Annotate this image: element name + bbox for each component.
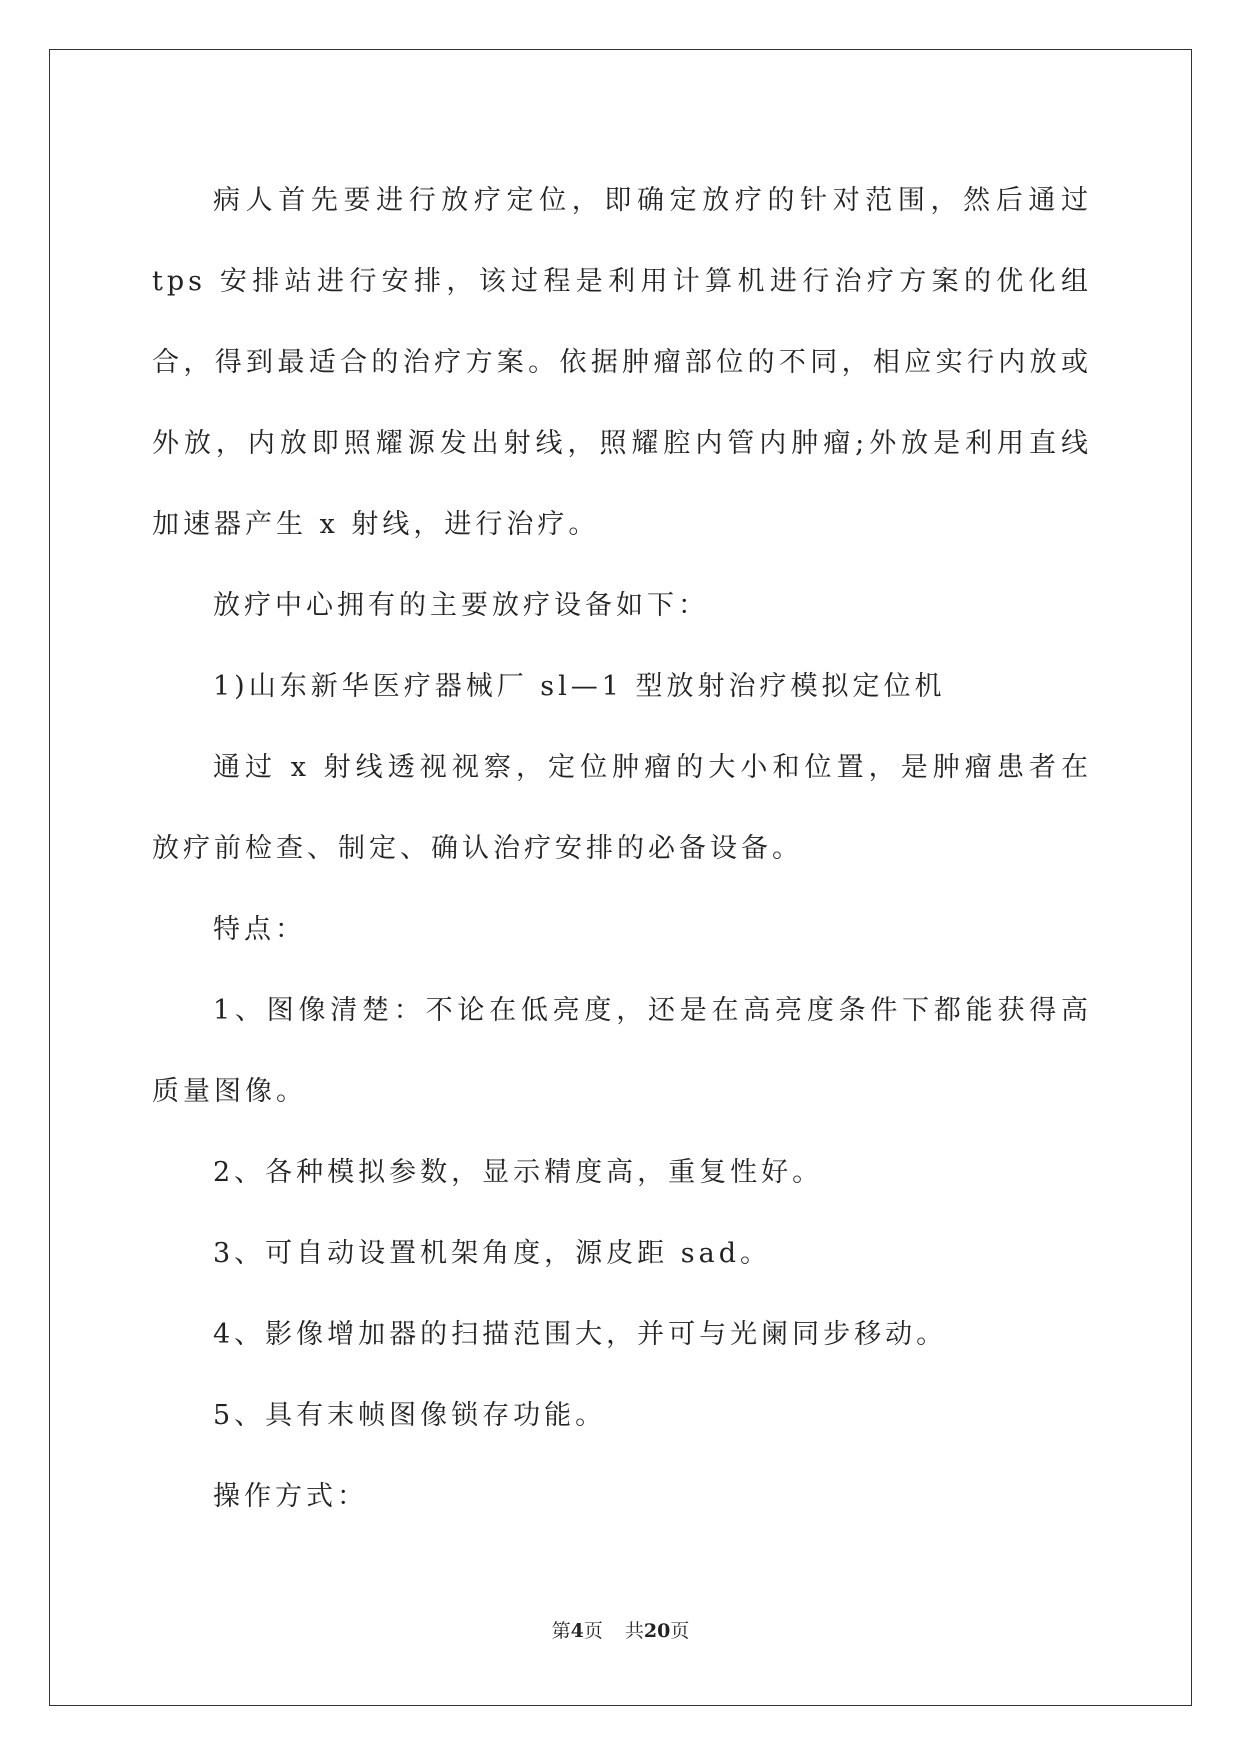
paragraph: 放疗中心拥有的主要放疗设备如下： [213,590,709,621]
paragraph: 特点： [213,914,306,945]
page-label-suffix: 页 [583,1620,603,1642]
paragraph: 1、图像清楚：不论在低亮度，还是在高亮度条件下都能获得高质量图像。 [152,995,1092,1107]
paragraph: 1)山东新华医疗器械厂 sl—1 型放射治疗模拟定位机 [213,671,946,702]
paragraph: 2、各种模拟参数，显示精度高，重复性好。 [213,1157,824,1188]
paragraph: 操作方式： [213,1481,368,1512]
current-page-number: 4 [570,1620,584,1642]
page-label-prefix: 第 [551,1620,571,1642]
document-body [152,160,1092,1537]
total-label-prefix: 共 [624,1620,644,1642]
paragraph: 5、具有末帧图像锁存功能。 [213,1400,607,1431]
total-label-suffix: 页 [670,1620,690,1642]
page-footer [0,1616,1241,1643]
total-page-count: 20 [643,1620,671,1642]
paragraph: 病人首先要进行放疗定位，即确定放疗的针对范围，然后通过 tps 安排站进行安排，该过程是利用计算机进行治疗方案的优化组合，得到最适合的治疗方案。依据肿瘤部位的不同，相应实行内放或外放，内放即照耀源发出射线，照耀腔内管内肿瘤;外放是利用直线加速器产生 x 射线，进行治疗。 [152,185,1092,540]
paragraph: 4、影像增加器的扫描范围大，并可与光阑同步移动。 [213,1319,948,1350]
paragraph: 3、可自动设置机架角度，源皮距 sad。 [213,1238,771,1269]
paragraph: 通过 x 射线透视视察，定位肿瘤的大小和位置，是肿瘤患者在放疗前检查、制定、确认治疗安排的必备设备。 [152,752,1092,864]
